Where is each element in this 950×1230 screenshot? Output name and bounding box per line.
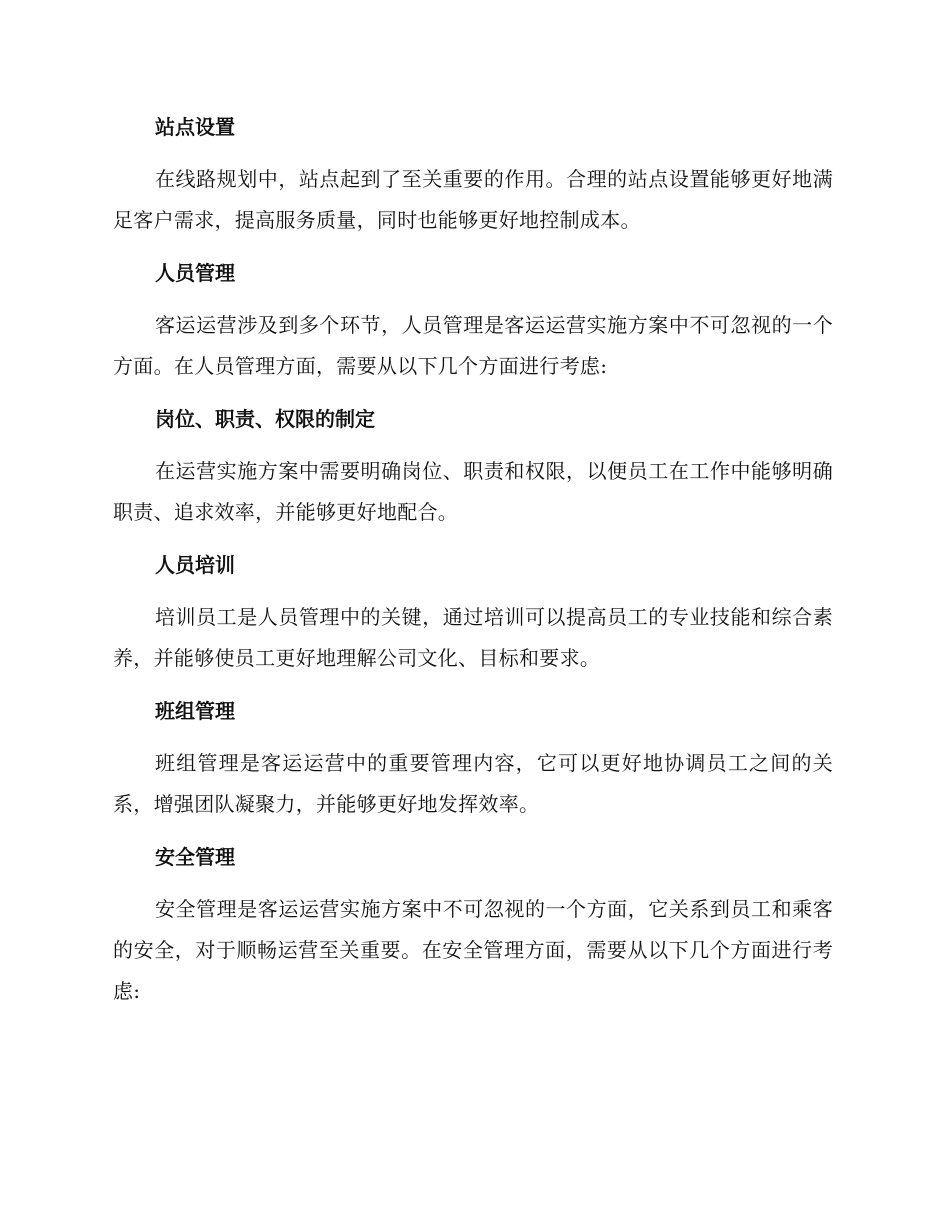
section-paragraph-team-management: 班组管理是客运运营中的重要管理内容，它可以更好地协调员工之间的关系，增强团队凝聚力，并能够更好地发挥效率。 [113, 751, 833, 816]
section-paragraph-personnel-management: 客运运营涉及到多个环节，人员管理是客运运营实施方案中不可忽视的一个方面。在人员管理方面，需要从以下几个方面进行考虑: [113, 313, 833, 378]
section-heading-team-management: 班组管理 [155, 699, 235, 723]
section-paragraph-roles-responsibilities: 在运营实施方案中需要明确岗位、职责和权限，以便员工在工作中能够明确职责、追求效率，并能够更好地配合。 [113, 459, 833, 524]
section-paragraph-safety-management: 安全管理是客运运营实施方案中不可忽视的一个方面，它关系到员工和乘客的安全，对于顺畅运营至关重要。在安全管理方面，需要从以下几个方面进行考虑: [113, 897, 833, 1003]
section-heading-personnel-management: 人员管理 [155, 261, 235, 285]
section-paragraph-site-setup: 在线路规划中，站点起到了至关重要的作用。合理的站点设置能够更好地满足客户需求，提高服务质量，同时也能够更好地控制成本。 [113, 167, 833, 232]
section-heading-staff-training: 人员培训 [155, 553, 235, 577]
section-heading-roles-responsibilities: 岗位、职责、权限的制定 [155, 407, 375, 431]
section-paragraph-staff-training: 培训员工是人员管理中的关键，通过培训可以提高员工的专业技能和综合素养，并能够使员工更好地理解公司文化、目标和要求。 [113, 605, 833, 670]
section-heading-safety-management: 安全管理 [155, 845, 235, 869]
section-heading-site-setup: 站点设置 [155, 115, 235, 139]
document-body [113, 108, 833, 1025]
